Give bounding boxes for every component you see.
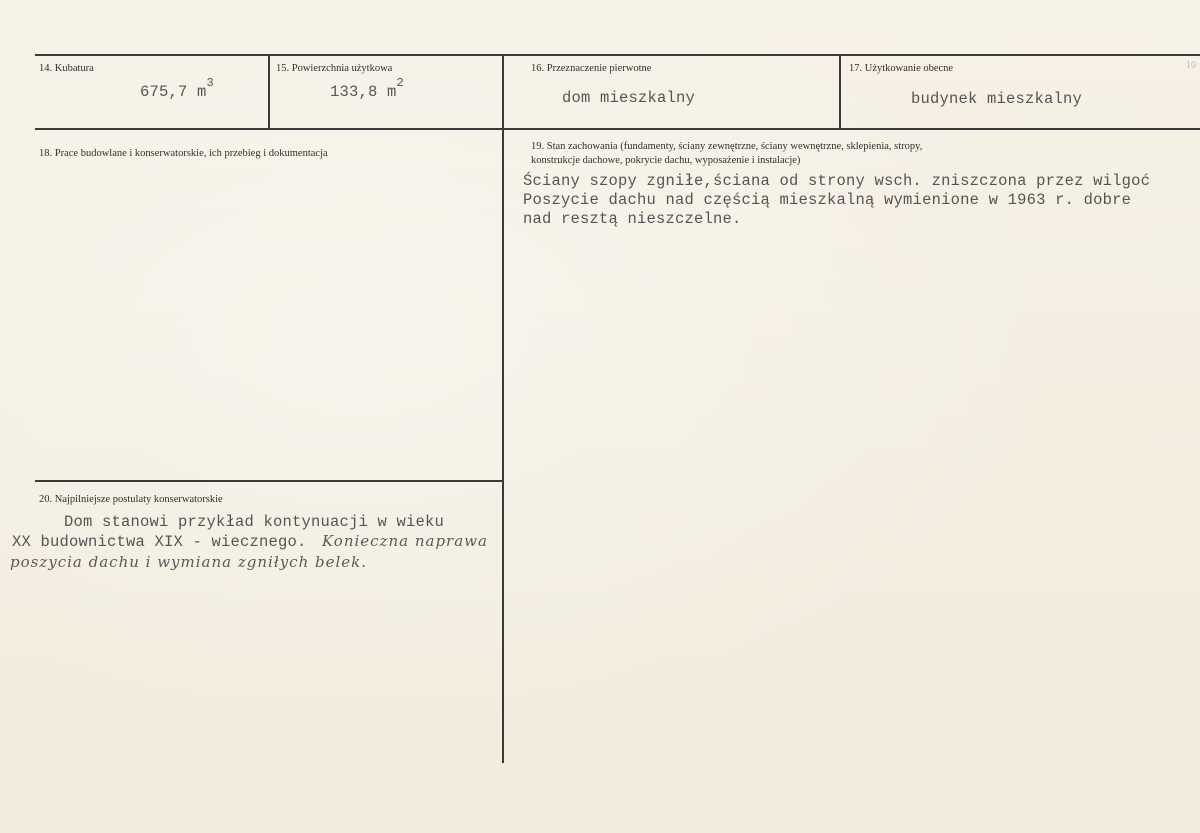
field-14-unit-exponent: 3 — [206, 76, 214, 90]
field-14-value — [140, 76, 214, 102]
row1-bottom-rule — [35, 128, 1200, 130]
field-20-label: 20. Najpilniejsze postulaty konserwatorskie — [39, 494, 223, 505]
field-15-label: 15. Powierzchnia użytkowa — [276, 63, 393, 74]
field-14-value-text: 675,7 m — [140, 83, 207, 102]
edge-mark: 10 — [1186, 60, 1196, 71]
field-15-value-text: 133,8 m — [330, 83, 397, 102]
divider-16-17 — [839, 55, 841, 128]
field-15-value — [330, 76, 404, 102]
field-20-typed-line2: XX budownictwa XIX - wiecznego. — [12, 533, 307, 551]
field-19-label-line2: konstrukcje dachowe, pokrycie dachu, wyposażenie i instalacje) — [531, 155, 801, 166]
field-16-label: 16. Przeznaczenie pierwotne — [531, 63, 652, 74]
main-column-divider — [502, 128, 504, 763]
field-17-value: budynek mieszkalny — [911, 90, 1083, 108]
divider-15-16 — [502, 55, 504, 128]
field-17-label: 17. Użytkowanie obecne — [849, 63, 954, 74]
field-20-handwritten-line1: Konieczna naprawa — [322, 532, 488, 550]
field-19-text-line3: nad resztą nieszczelne. — [523, 210, 742, 228]
field-20-handwritten-line2: poszycia dachu i wymiana zgniłych belek. — [10, 553, 368, 571]
divider-14-15 — [268, 55, 270, 128]
field-18-label: 18. Prace budowlane i konserwatorskie, ich przebieg i dokumentacja — [39, 148, 328, 159]
field-20-typed-line1: Dom stanowi przykład kontynuacji w wieku — [64, 513, 445, 531]
section20-top-rule — [35, 480, 503, 482]
field-14-label: 14. Kubatura — [39, 63, 94, 74]
field-15-unit-exponent: 2 — [396, 76, 404, 90]
top-rule — [35, 54, 1200, 56]
field-19-label-line1: 19. Stan zachowania (fundamenty, ściany zewnętrzne, ściany wewnętrzne, sklepienia, stropy, — [531, 141, 923, 152]
field-16-value: dom mieszkalny — [562, 89, 696, 107]
field-19-text-line1: Ściany szopy zgniłe,ściana od strony wsch. zniszczona przez wilgoć — [523, 172, 1151, 190]
field-19-text-line2: Poszycie dachu nad częścią mieszkalną wymienione w 1963 r. dobre — [523, 191, 1132, 209]
